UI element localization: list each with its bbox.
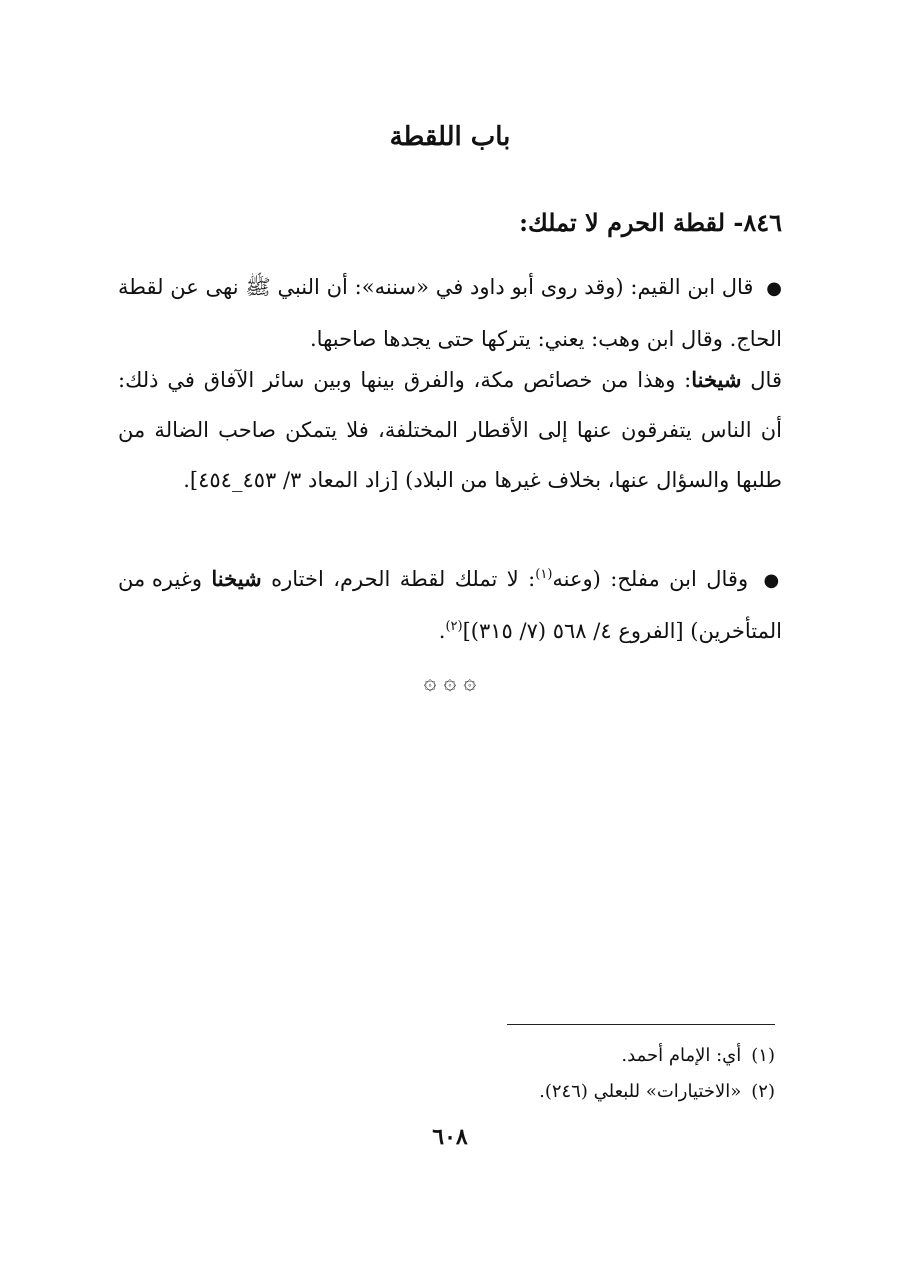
footnotes (125, 1038, 775, 1110)
page-number: ٦٠٨ (432, 1124, 468, 1150)
chapter-title: باب اللقطة (389, 122, 511, 152)
footnote-text: أي: الإمام أحمد. (621, 1045, 742, 1066)
paragraph-sheikh (118, 355, 782, 505)
sheikh-name: شيخنا (211, 566, 262, 591)
footnote-ref-2[interactable]: (٢) (445, 619, 463, 634)
paragraph3-part3: وغيره من المتأخرين) [الفروع ٤/ ٥٦٨ (٧/ ٣١٥)] (118, 567, 782, 643)
paragraph-ibn-muflih (118, 554, 782, 656)
section-heading: ٨٤٦- لقطة الحرم لا تملك: (519, 208, 782, 237)
paragraph2-text: : وهذا من خصائص مكة، والفرق بينها وبين سائر الآفاق في ذلك: أن الناس يتفرقون عنها إلى الأقطار المختلفة، فلا يتمكن صاحب الضالة من طلبها والسؤال عنها، بخلاف غيرها من البلاد) [زاد المعاد ٣/ ٤٥٣_٤٥٤]. (118, 368, 782, 492)
paragraph1-text: قال ابن القيم: (وقد روى أبو داود في «سننه»: أن النبي ﷺ نهى عن لقطة الحاج. وقال ابن وهب: يعني: يتركها حتى يجدها صاحبها. (118, 275, 782, 351)
footnote-divider (507, 1024, 775, 1025)
paragraph-ibn-alqayyim (118, 262, 782, 364)
paragraph2-prefix: قال (750, 368, 782, 392)
paragraph3-part1: وقال ابن مفلح: (وعنه (552, 567, 749, 591)
bullet-icon: ● (766, 278, 782, 299)
footnote-text: «الاختيارات» للبعلي (٢٤٦). (539, 1081, 742, 1102)
paragraph3-part2: : لا تملك لقطة الحرم، اختاره (271, 567, 536, 591)
footnote-number: (١) (751, 1045, 775, 1066)
footnote-2 (125, 1074, 775, 1110)
ornament-separator-icon: ۞ ۞ ۞ (423, 670, 477, 695)
footnote-ref-1[interactable]: (١) (535, 567, 553, 582)
bullet-icon: ● (763, 570, 782, 591)
footnote-number: (٢) (751, 1081, 775, 1102)
paragraph3-part4: . (438, 619, 446, 643)
sheikh-name: شيخنا (691, 367, 742, 392)
footnote-1 (125, 1038, 775, 1074)
